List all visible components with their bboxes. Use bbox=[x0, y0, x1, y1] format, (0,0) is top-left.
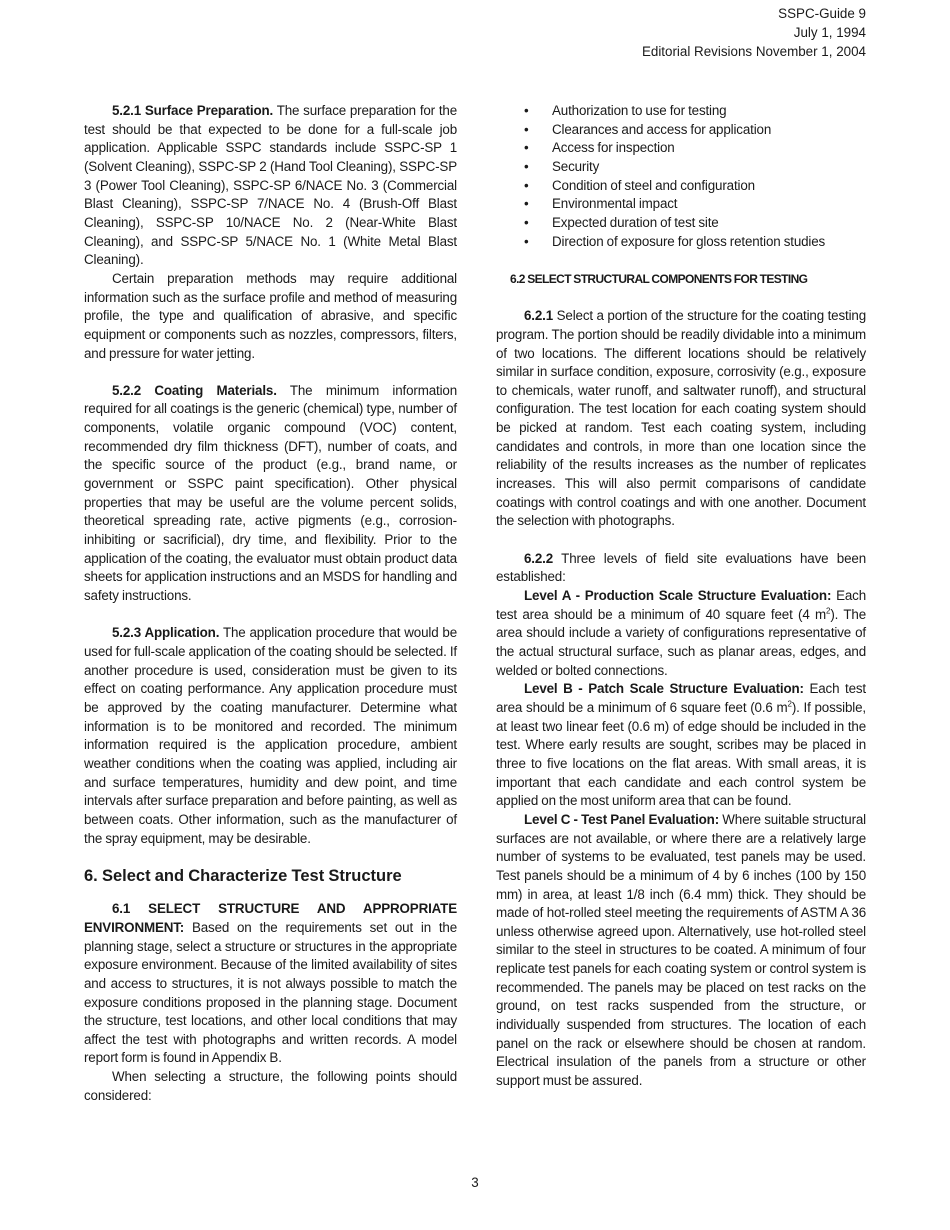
paragraph-5-2-3 bbox=[84, 624, 457, 848]
paragraph-level-a bbox=[496, 587, 866, 680]
paragraph-6-1 bbox=[84, 900, 457, 1068]
list-item bbox=[496, 158, 866, 177]
subsection-number: 6.2.1 bbox=[524, 308, 554, 324]
bullet-icon: • bbox=[524, 214, 529, 230]
list-item-text: Direction of exposure for gloss retention studies bbox=[552, 233, 826, 249]
list-item-text: Condition of steel and configuration bbox=[552, 177, 755, 193]
paragraph-text: Each test area should be a minimum of 6 square feet (0.6 m bbox=[496, 681, 866, 715]
subsection-number: 6.2.2 bbox=[524, 550, 554, 566]
superscript: 2 bbox=[787, 699, 792, 709]
list-item-text: Clearances and access for application bbox=[552, 121, 772, 137]
list-item-text: Access for inspection bbox=[552, 140, 675, 156]
document-date: July 1, 1994 bbox=[793, 25, 866, 40]
page-header bbox=[642, 4, 866, 61]
list-item bbox=[496, 233, 866, 252]
paragraph-text: ). If possible, at least two linear feet (0.6 m) of edge should be included in the test. Where early results are sought, scribes may be placed in three to five locations on the flat areas. With small areas, it is important that each candidate and each control system be applied on the most uniform area that can be found. bbox=[496, 699, 866, 809]
level-heading: Level B - Patch Scale Structure Evaluation: bbox=[524, 681, 804, 697]
bullet-icon: • bbox=[524, 140, 529, 156]
list-item bbox=[496, 214, 866, 233]
level-heading: Level A - Production Scale Structure Evaluation: bbox=[524, 588, 832, 604]
bullet-icon: • bbox=[524, 196, 529, 212]
paragraph-5-2-1 bbox=[84, 102, 457, 270]
paragraph-5-2-2 bbox=[84, 382, 457, 606]
paragraph-text: Each test area should be a minimum of 40 square feet (4 m bbox=[496, 588, 866, 622]
paragraph-preparation-methods: Certain preparation methods may require additional information such as the surface profile and method of measuring profile, the type and qualification of abrasive, and specific equipment or components such as nozzles, compressors, filters, and pressure for water jetting. bbox=[84, 270, 457, 361]
subsection-heading: 6.1 SELECT STRUCTURE AND APPROPRIATE ENVIRONMENT: bbox=[84, 901, 457, 935]
list-item bbox=[496, 139, 866, 158]
paragraph-level-c bbox=[496, 811, 866, 1091]
bullet-icon: • bbox=[524, 177, 529, 193]
list-item bbox=[496, 177, 866, 196]
paragraph-text: The surface preparation for the test should be that expected to be done for a full-scale job application. Applicable SSPC standards include SSPC-SP 1 (Solvent Cleaning), SSPC-SP 2 (Hand Tool Cleaning), SSPC-SP 3 (Power Tool Cleaning), SSPC-SP 6/NACE No. 3 (Commercial Blast Cleaning), SSPC-SP 7/NACE No. 4 (Brush-Off Blast Cleaning), SSPC-SP 10/NACE No. 2 (Near-White Blast Cleaning), and SSPC-SP 5/NACE No. 1 (White Metal Blast Cleaning). bbox=[84, 103, 457, 268]
bullet-icon: • bbox=[524, 103, 529, 118]
section-heading-6: 6. Select and Characterize Test Structure bbox=[84, 867, 402, 886]
paragraph-selecting-structure: When selecting a structure, the following points should considered: bbox=[84, 1069, 457, 1103]
document-id: SSPC-Guide 9 bbox=[778, 6, 866, 21]
paragraph-text: Based on the requirements set out in the planning stage, select a structure or structures in the appropriate exposure environment. Because of the limited availability of sites and access to structures, it is not always possible to match the exposure conditions proposed in the planning stage. Document the structure, test locations, and other local conditions that may affect the test with photographs and written records. A model report form is found in Appendix B. bbox=[84, 919, 457, 1066]
paragraph-text: Three levels of field site evaluations have been established: bbox=[496, 550, 866, 585]
list-item bbox=[496, 102, 866, 121]
subsection-heading: 5.2.2 Coating Materials. bbox=[112, 382, 277, 398]
paragraph-text: Select a portion of the structure for the coating testing program. The portion should be readily dividable into a minimum of two locations. The different locations should be relatively similar in surface condition, exposure, corrosivity (e.g., exposure to chemicals, water runoff, and saltwater runoff), and structural configuration. The test location for each coating system should be picked at random. Test each coating system, including candidates and controls, in more than one location since the reliability of the results increases as the number of replicates increases. This will also permit comparisons of candidate coatings with control coatings and with one another. Document the selection with photographs. bbox=[496, 308, 866, 529]
subsection-heading: 5.2.1 Surface Preparation. bbox=[112, 103, 274, 118]
bullet-icon: • bbox=[524, 233, 529, 249]
paragraph-text: Where suitable structural surfaces are not available, or where there are a relatively large number of systems to be evaluated, test panels may be used. Test panels should be a minimum of 4 by 6 inches (100 by 150 mm) in area, at least 1/8 inch (6.4 mm) thick. They should be made of hot-rolled steel meeting the requirements of ASTM A 36 unless otherwise agreed upon. Alternatively, use hot-rolled steel similar to the steel in structures to be coated. A minimum of four replicate test panels for each coating system or control system is recommended. The panels may be placed on test racks on the ground, on test racks suspended from the structure, or individually suspended from structures. The location of each panel on the rack or elsewhere should be chosen at random. Electrical insulation of the panels from a structure or other support must be assured. bbox=[496, 811, 866, 1089]
right-column bbox=[496, 102, 866, 1091]
list-item-text: Environmental impact bbox=[552, 196, 678, 212]
subsection-heading: 5.2.3 Application. bbox=[112, 625, 220, 641]
list-item bbox=[496, 195, 866, 214]
list-item bbox=[496, 121, 866, 140]
subsection-heading-6-2: 6.2 SELECT STRUCTURAL COMPONENTS FOR TESTING bbox=[510, 271, 808, 286]
page-number: 3 bbox=[471, 1175, 479, 1190]
paragraph-6-2-1 bbox=[496, 307, 866, 531]
paragraph-6-2-2 bbox=[496, 550, 866, 587]
paragraph-text: The application procedure that would be used for full-scale application of the coating should be selected. If another procedure is used, consideration must be given to its effect on coating performance. Any application procedure must be approved by the coating manufacturer. Determine what information is to be monitored and recorded. The minimum information required is the application procedure, ambient weather conditions when the coating was applied, including air and surface temperatures, humidity and dew point, and time intervals after surface preparation and before painting, as well as between coats. Other information, such as the manufacturer of the spray equipment, may be desirable. bbox=[84, 625, 458, 846]
paragraph-text: The minimum information required for all coatings is the generic (chemical) type, number of components, volatile organic compound (VOC) content, recommended dry film thickness (DFT), number of coats, and the specific source of the product (e.g., brand name, or government or SSPC paint specification). Other physical properties that may be useful are the volume percent solids, theoretical spreading rate, active pigments (e.g., corrosion-inhibiting or sacrificial), dry time, and flexibility. Prior to the application of the coating, the evaluator must obtain product data sheets for application instructions and an MSDS for handling and safety instructions. bbox=[84, 382, 457, 604]
revision-date: Editorial Revisions November 1, 2004 bbox=[641, 44, 866, 59]
list-item-text: Expected duration of test site bbox=[552, 214, 719, 230]
superscript: 2 bbox=[826, 606, 831, 616]
bullet-icon: • bbox=[524, 121, 529, 137]
selection-criteria-list bbox=[496, 102, 866, 251]
bullet-icon: • bbox=[524, 158, 529, 174]
paragraph-text: ). The area should include a variety of configurations representative of the actual structural surface, such as planar areas, edges, and welded or bolted connections. bbox=[496, 606, 866, 678]
list-item-text: Security bbox=[552, 158, 600, 174]
left-column bbox=[84, 102, 457, 1105]
list-item-text: Authorization to use for testing bbox=[552, 103, 727, 118]
level-heading: Level C - Test Panel Evaluation: bbox=[524, 811, 720, 827]
paragraph-level-b bbox=[496, 680, 866, 811]
